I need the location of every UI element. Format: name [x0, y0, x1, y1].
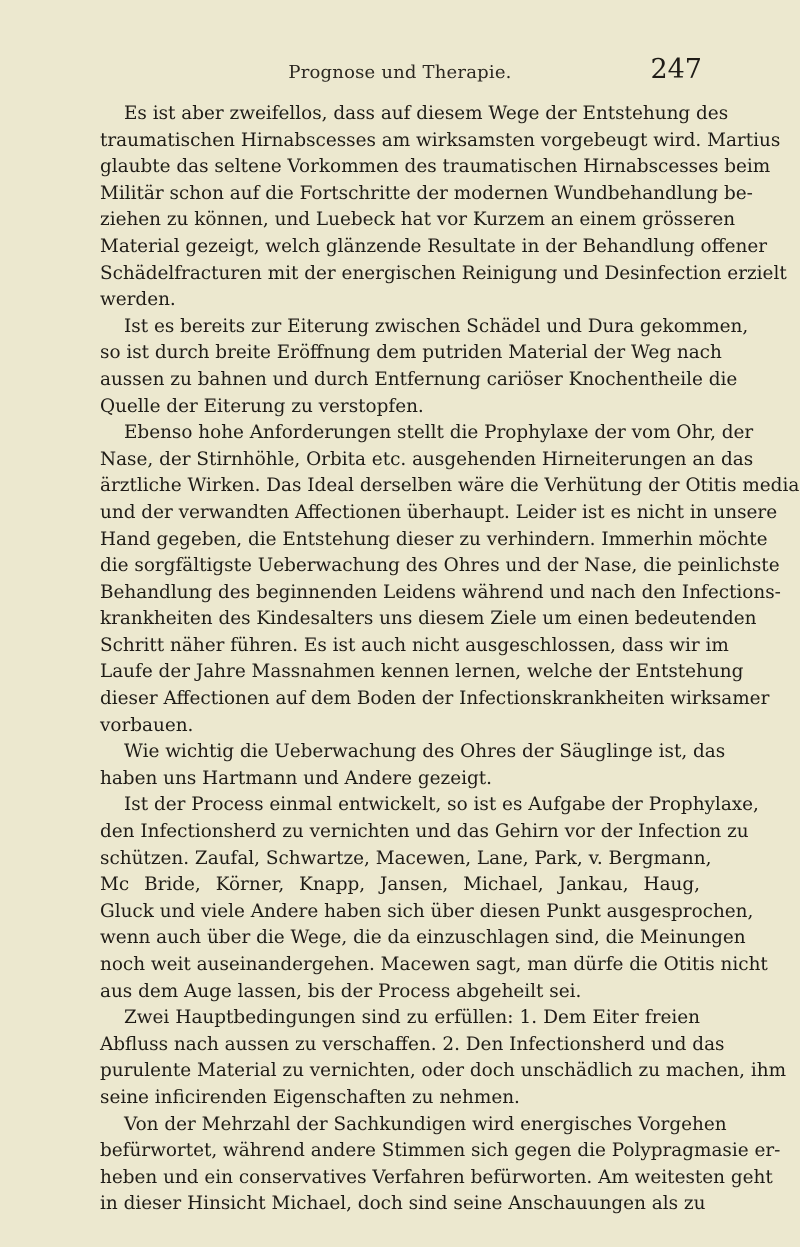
text-line: krankheiten des Kindesalters uns diesem Ziele um einen bedeutenden — [100, 608, 757, 630]
text-line: werden. — [100, 289, 176, 311]
text-line: wenn auch über die Wege, die da einzuschlagen sind, die Meinungen — [100, 927, 746, 949]
text-line: aus dem Auge lassen, bis der Process abgeheilt sei. — [100, 980, 582, 1002]
text-line: traumatischen Hirnabscesses am wirksamsten vorgebeugt wird. Martius — [100, 129, 781, 151]
text-line: Schritt näher führen. Es ist auch nicht ausgeschlossen, dass wir im — [100, 634, 729, 656]
body-text — [100, 101, 800, 1218]
text-line: so ist durch breite Eröffnung dem putriden Material der Weg nach — [100, 342, 722, 364]
text-line: seine inficirenden Eigenschaften zu nehmen. — [100, 1086, 520, 1108]
text-line: Ist der Process einmal entwickelt, so ist es Aufgabe der Prophylaxe, — [124, 794, 759, 816]
text-line: Laufe der Jahre Massnahmen kennen lernen, welche der Entstehung — [100, 661, 744, 683]
text-line: Nase, der Stirnhöhle, Orbita etc. ausgehenden Hirneiterungen an das — [100, 448, 754, 470]
text-line: Mc Bride, Körner, Knapp, Jansen, Michael, Jankau, Haug, — [100, 874, 700, 896]
text-line: in dieser Hinsicht Michael, doch sind seine Anschauungen als zu — [100, 1193, 706, 1215]
text-line: Militär schon auf die Fortschritte der modernen Wundbehandlung be- — [100, 182, 753, 204]
page-header — [0, 54, 800, 94]
text-line: Behandlung des beginnenden Leidens während und nach den Infections- — [100, 581, 781, 603]
text-line: heben und ein conservatives Verfahren befürworten. Am weitesten geht — [100, 1166, 773, 1188]
text-line: dieser Affectionen auf dem Boden der Infectionskrankheiten wirksamer — [100, 688, 770, 710]
text-line: ziehen zu können, und Luebeck hat vor Kurzem an einem grösseren — [100, 209, 736, 231]
text-line: Ist es bereits zur Eiterung zwischen Schädel und Dura gekommen, — [124, 315, 749, 337]
text-line: haben uns Hartmann und Andere gezeigt. — [100, 767, 492, 789]
page-number: 247 — [650, 54, 702, 85]
text-line: ärztliche Wirken. Das Ideal derselben wäre die Verhütung der Otitis media — [100, 475, 800, 497]
running-title: Prognose und Therapie. — [288, 62, 512, 83]
text-line: Schädelfracturen mit der energischen Reinigung und Desinfection erzielt — [100, 262, 787, 284]
text-line: Zwei Hauptbedingungen sind zu erfüllen: 1. Dem Eiter freien — [124, 1007, 700, 1029]
text-line: Wie wichtig die Ueberwachung des Ohres der Säuglinge ist, das — [124, 741, 726, 763]
text-line: purulente Material zu vernichten, oder doch unschädlich zu machen, ihm — [100, 1060, 787, 1082]
text-line: vorbauen. — [100, 714, 194, 736]
text-line: noch weit auseinandergehen. Macewen sagt, man dürfe die Otitis nicht — [100, 954, 768, 975]
text-line: Material gezeigt, welch glänzende Resultate in der Behandlung offener — [100, 235, 768, 257]
text-line: den Infectionsherd zu vernichten und das Gehirn vor der Infection zu — [100, 821, 749, 843]
text-line: aussen zu bahnen und durch Entfernung cariöser Knochentheile die — [100, 368, 738, 390]
text-line: und der verwandten Affectionen überhaupt. Leider ist es nicht in unsere — [100, 501, 778, 523]
text-line: die sorgfältigste Ueberwachung des Ohres und der Nase, die peinlichste — [100, 555, 780, 577]
text-line: Ebenso hohe Anforderungen stellt die Prophylaxe der vom Ohr, der — [124, 422, 754, 444]
text-line: schützen. Zaufal, Schwartze, Macewen, Lane, Park, v. Bergmann, — [100, 847, 712, 869]
text-line: Gluck und viele Andere haben sich über diesen Punkt ausgesprochen, — [100, 900, 754, 922]
text-line: Abfluss nach aussen zu verschaffen. 2. Den Infectionsherd und das — [100, 1033, 725, 1055]
text-line: glaubte das seltene Vorkommen des traumatischen Hirnabscesses beim — [100, 156, 771, 178]
text-line: Es ist aber zweifellos, dass auf diesem Wege der Entstehung des — [124, 103, 729, 124]
text-line: Hand gegeben, die Entstehung dieser zu verhindern. Immerhin möchte — [100, 528, 768, 550]
text-line: befürwortet, während andere Stimmen sich gegen die Polypragmasie er- — [100, 1140, 781, 1162]
text-line: Von der Mehrzahl der Sachkundigen wird energisches Vorgehen — [124, 1113, 727, 1135]
text-line: Quelle der Eiterung zu verstopfen. — [100, 395, 424, 417]
